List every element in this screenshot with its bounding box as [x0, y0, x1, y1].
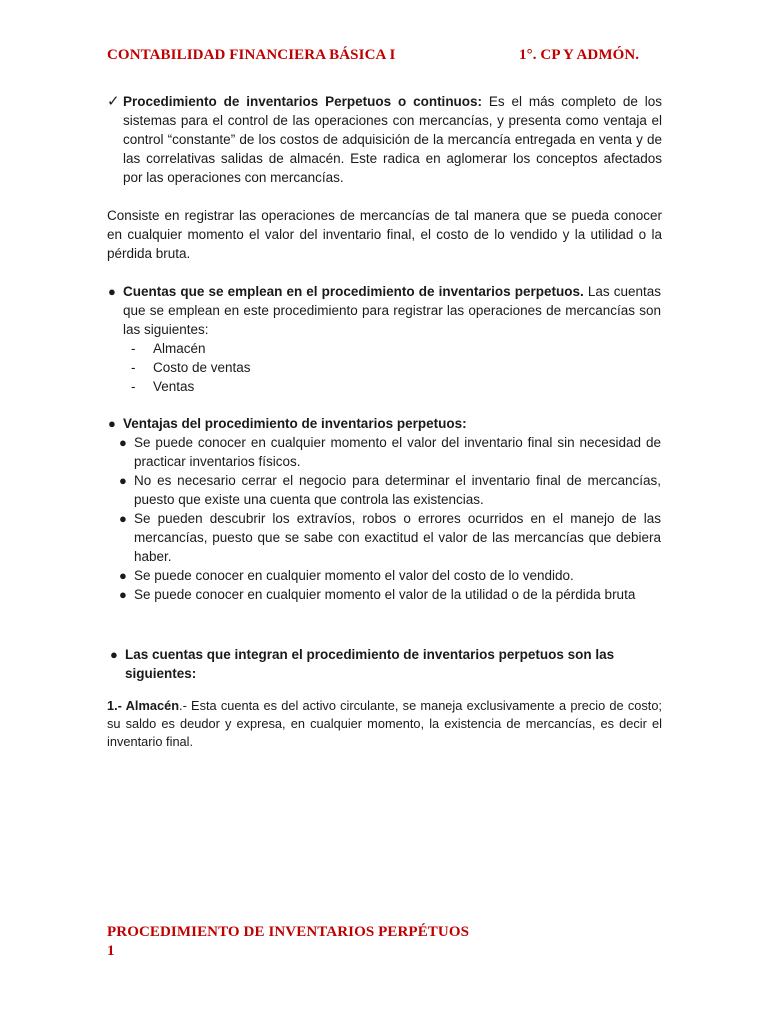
bullet-icon: ● — [119, 473, 127, 488]
dash-icon: - — [131, 341, 136, 356]
ventaja-text: Se pueden descubrir los extravíos, robos o errores ocurridos en el manejo de las mercancías, puesto que se sabe con exactitud el valor de las mercancías que debiera haber. — [134, 511, 661, 564]
ventaja-text: Se puede conocer en cualquier momento el valor del costo de lo vendido. — [134, 568, 574, 583]
integran-section — [110, 645, 625, 683]
ventaja-text: Se puede conocer en cualquier momento el valor de la utilidad o de la pérdida bruta — [134, 587, 636, 602]
ventajas-heading — [108, 414, 661, 433]
list-item — [119, 566, 661, 585]
page-number: 1 — [107, 943, 115, 959]
intro-paragraph — [123, 92, 662, 187]
bullet-icon: ● — [119, 568, 127, 583]
list-item — [131, 358, 661, 377]
cuentas-heading: Cuentas que se emplean en el procedimiento de inventarios perpetuos. — [123, 284, 584, 299]
list-item — [119, 585, 661, 604]
dash-icon: - — [131, 360, 136, 375]
account-name: Costo de ventas — [153, 360, 251, 375]
cuentas-section — [108, 282, 661, 396]
footer-title: PROCEDIMIENTO DE INVENTARIOS PERPÉTUOS — [107, 924, 470, 940]
ventajas-list — [119, 433, 661, 604]
intro-heading: Procedimiento de inventarios Perpetuos o continuos: — [123, 94, 483, 109]
account-name: Almacén — [153, 341, 206, 356]
list-item — [119, 509, 661, 566]
dash-icon: - — [131, 379, 136, 394]
cuentas-text: Las cuentas que se emplean en este procedimiento para registrar las operaciones de mercancías son las siguientes: — [123, 284, 661, 337]
bullet-icon: ● — [119, 511, 127, 526]
cuentas-list — [108, 282, 661, 339]
ventaja-text: No es necesario cerrar el negocio para determinar el inventario final de mercancías, puesto que existe una cuenta que controla las existencias. — [134, 473, 661, 507]
account-sublist — [131, 339, 661, 396]
list-item — [119, 433, 661, 471]
list-item — [131, 339, 661, 358]
ventajas-section — [108, 414, 661, 433]
integran-title: Las cuentas que integran el procedimiento de inventarios perpetuos son las siguientes: — [125, 647, 615, 681]
bullet-icon: ● — [119, 587, 127, 602]
bullet-icon: ● — [119, 435, 127, 450]
bullet-icon: ● — [110, 647, 118, 662]
list-item — [108, 282, 661, 339]
intro-text: Es el más completo de los sistemas para el control de las operaciones con mercancías, y presenta como ventaja el control “constante” de los costos de adquisición de la mercancía entregada en venta y de las correlativas salidas de almacén. Este radica en aglomerar los conceptos afectados por las operaciones con mercancías. — [123, 94, 662, 185]
almacen-text: .- Esta cuenta es del activo circulante, se maneja exclusivamente a precio de costo; su saldo es deudor y expresa, en cualquier momento, la existencia de mercancías, es decir el inventario final. — [107, 698, 662, 749]
ventaja-text: Se puede conocer en cualquier momento el valor del inventario final sin necesidad de practicar inventarios físicos. — [134, 435, 661, 469]
account-name: Ventas — [153, 379, 195, 394]
integran-heading — [110, 645, 625, 683]
bullet-icon: ● — [108, 416, 116, 431]
almacen-heading: 1.- Almacén — [107, 698, 180, 713]
bullet-icon: ● — [108, 284, 116, 299]
almacen-paragraph — [107, 697, 662, 751]
definition-paragraph: Consiste en registrar las operaciones de mercancías de tal manera que se pueda conocer en cualquier momento el valor del inventario final, el costo de lo vendido y la utilidad o la pérdida bruta. — [107, 208, 662, 261]
header-course-title: CONTABILIDAD FINANCIERA BÁSICA I — [107, 47, 396, 63]
header-course-group: 1°. CP Y ADMÓN. — [519, 47, 640, 63]
intro-block — [107, 92, 662, 187]
check-icon: ✓ — [107, 93, 120, 110]
list-item — [131, 377, 661, 396]
ventajas-title: Ventajas del procedimiento de inventarios perpetuos: — [123, 416, 467, 431]
list-item — [119, 471, 661, 509]
